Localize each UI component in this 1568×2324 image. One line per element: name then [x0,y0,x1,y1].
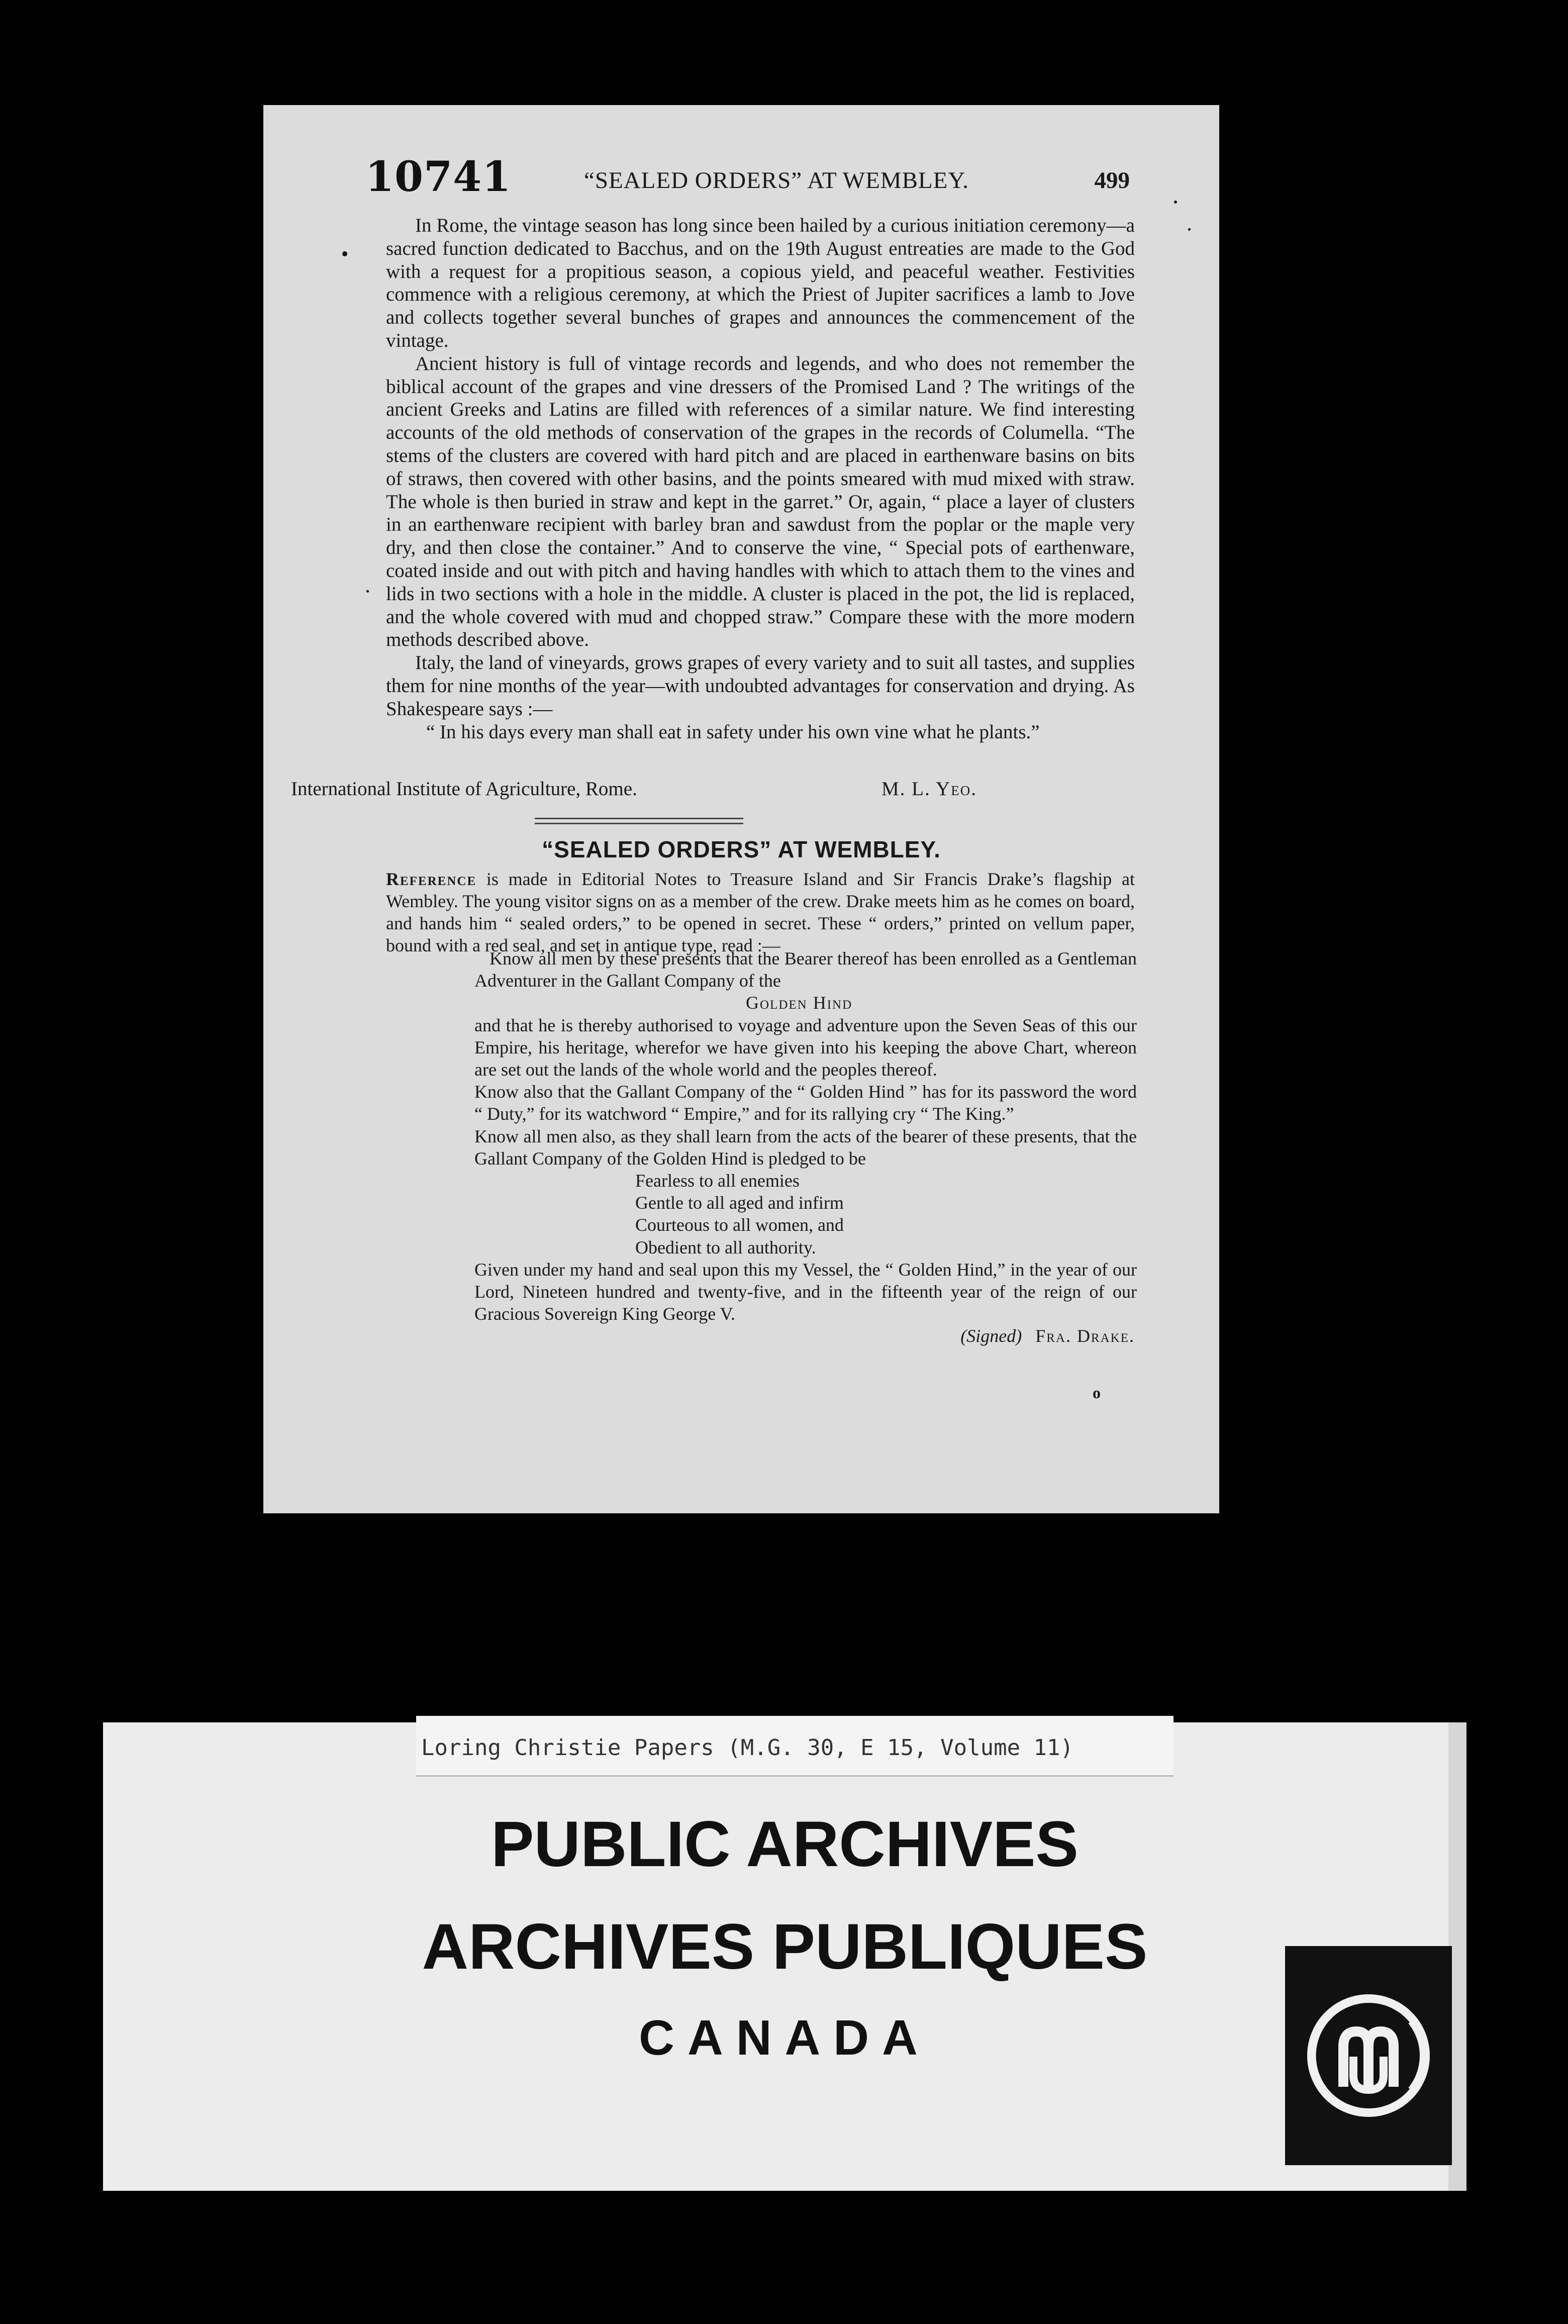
decree-signature [474,1325,1137,1347]
decree-paragraph: Know all men by these presents that the Bearer thereof has been enrolled as a Gentleman Adventurer in the Gallant Company of the [474,948,1137,991]
page-header [263,153,1219,201]
article-author: M. L. Yeo. [881,778,977,800]
article-paragraph: Italy, the land of vineyards, grows grapes of every variety and to suit all tastes, and supplies them for nine months of the year—with undoubted advantages for conservation and drying. As Shakespeare says :— [386,652,1135,720]
pledge-item: Gentle to all aged and infirm [635,1193,844,1213]
reference-label: Reference [386,869,477,889]
decree-paragraph: and that he is thereby authorised to voyage and adventure upon the Seven Seas of this our Empire, his heritage, wherefor we have given into his keeping the above Chart, whereon are set out the lands of the whole world and the peoples thereof. [474,1015,1137,1080]
article-paragraph: In Rome, the vintage season has long since been hailed by a curious initiation ceremony—a sacred function dedicated to Bacchus, and on the 19th August entreaties are made to the God with a request for a propitious season, a copious yield, and peaceful weather. Festivities commence with a religious ceremony, at which the Priest of Jupiter sacrifices a lamb to Jove and collects together several bunches of grapes and announces the commencement of the vintage. [386,215,1135,351]
decree-paragraph: Given under my hand and seal upon this my Vessel, the “ Golden Hind,” in the year of our Lord, Nineteen hundred and twenty-five, and in the fifteenth year of the reign of our Gracious Sovereign King George V. [474,1259,1137,1324]
collection-label-text: Loring Christie Papers (M.G. 30, E 15, Volume 11) [421,1735,1074,1761]
archives-title-fr: ARCHIVES PUBLIQUES [422,1911,1148,1983]
cm-logo-icon [1304,1991,1433,2120]
running-head: “SEALED ORDERS” AT WEMBLEY. [584,167,969,193]
signed-label: (Signed) [960,1326,1022,1346]
page-number: 499 [1094,167,1130,193]
archives-title-en: PUBLIC ARCHIVES [491,1808,1079,1880]
pledge-item: Obedient to all authority. [635,1237,816,1257]
collection-label [416,1716,1173,1777]
ink-speck [1188,228,1191,231]
document-number: 10741 [365,153,512,201]
decree-paragraph: Know all men also, as they shall learn from the acts of the bearer of these presents, that the Gallant Company of the Golden Hind is pledged to be [474,1126,1137,1169]
article-organization: International Institute of Agriculture, Rome. [291,778,637,800]
document-page [263,105,1219,1513]
ship-name: Golden Hind [746,993,853,1013]
section-title: “SEALED ORDERS” AT WEMBLEY. [542,836,941,862]
ink-speck [366,590,369,593]
sealed-orders-decree [474,947,1137,1347]
decree-paragraph: Know also that the Gallant Company of the “ Golden Hind ” has for its password the word “ Duty,” for its watchword “ Empire,” and for its rallying cry “ The King.” [474,1082,1137,1124]
article-paragraph: Ancient history is full of vintage records and legends, and who does not remember the biblical account of the grapes and vine dressers of the Promised Land ? The writings of the ancient Greeks and Latins are filled with references of a similar nature. We find interesting accounts of the old methods of conservation of the grapes in the records of Columella. “The stems of the clusters are covered with hard pitch and are placed in earthenware basins on bits of straws, then covered with other basins, and the points smeared with mud mixed with straw. The whole is then buried in straw and kept in the garret.” Or, again, “ place a layer of clusters in an earthenware recipient with barley bran and sawdust from the poplar or the maple very dry, and then close the container.” And to conserve the vine, “ Special pots of earthenware, coated inside and out with pitch and having handles with which to attach them to the vines and lids in two sections with a hole in the middle. A cluster is placed in the pot, the lid is replaced, and the whole covered with mud and chopped straw.” Compare these with the more modern methods described above. [386,352,1135,651]
end-mark: o [1093,1384,1101,1402]
signature-name: Fra. Drake. [1035,1326,1135,1346]
section-intro-text: is made in Editorial Notes to Treasure Island and Sir Francis Drake’s flagship at Wembley. The young visitor signs on as a member of the crew. Drake meets him as he comes on board, and hands him “ sealed orders,” to be opened in secret. These “ orders,” printed on vellum paper, bound with a red seal, and set in antique type, read :— [386,869,1135,955]
archives-country: CANADA [639,2010,931,2065]
ink-speck [1174,201,1177,204]
shakespeare-quote: “ In his days every man shall eat in safety under his own vine what he plants.” [426,721,1040,743]
section-intro [386,868,1135,956]
pledge-item: Courteous to all women, and [635,1215,844,1235]
ink-speck [342,251,347,256]
divider-rule [535,823,743,824]
pledge-item: Fearless to all enemies [635,1171,800,1191]
vintage-article [386,214,1135,744]
divider-rule [535,818,743,819]
microfilm-logo [1285,1946,1452,2165]
